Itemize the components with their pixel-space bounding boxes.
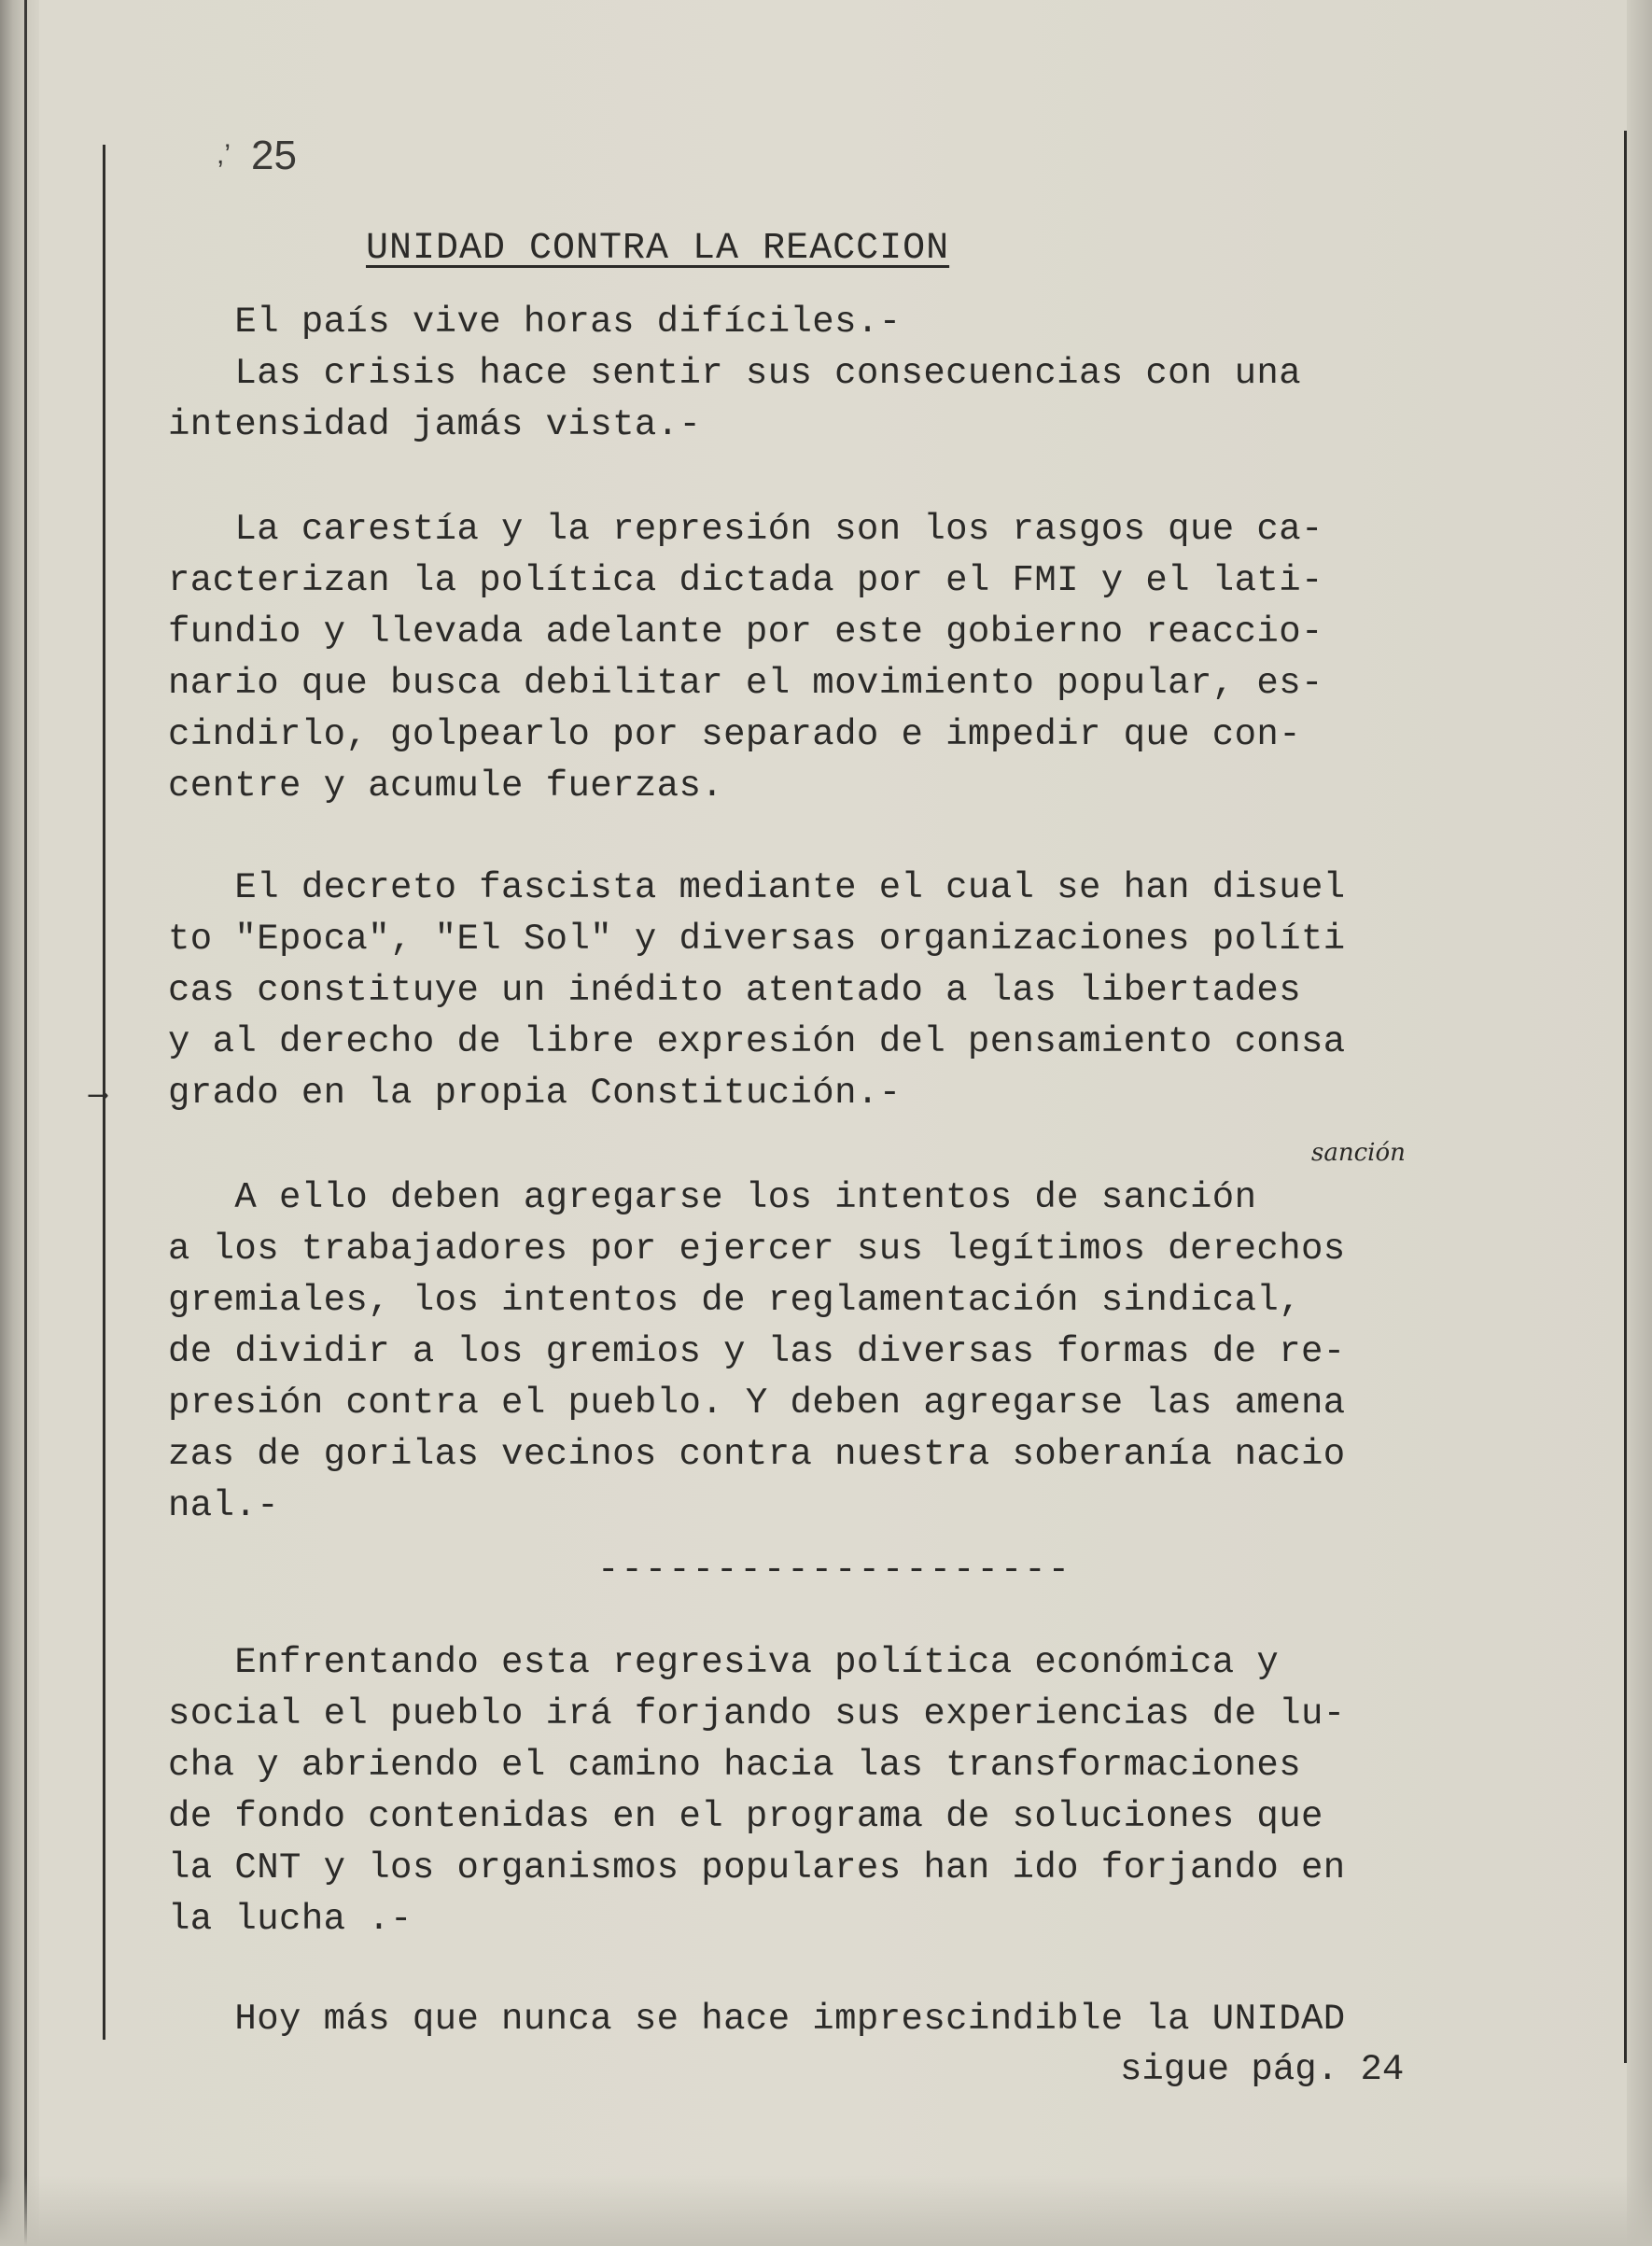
page-mark: ,’ xyxy=(217,139,231,170)
margin-mark-icon: ⟶ xyxy=(90,1081,107,1113)
paragraph-5: Enfrentando esta regresiva política económica y social el pueblo irá forjando sus experiencias de lu- cha y abriendo el camino hacia las transformaciones de fondo contenidas en el programa de soluciones que la CNT y los organismos populares han ido forjando en la lucha .- xyxy=(168,1642,1346,1940)
paragraph-4: A ello deben agregarse los intentos de sanción a los trabajadores por ejercer sus legítimos derechos gremiales, los intentos de reglamentación sindical, de dividir a los gremios y las diversas formas de re- presión contra el pueblo. Y deben agregarse las amena zas de gorilas vecinos contra nuestra soberanía nacio nal.- xyxy=(168,1177,1346,1526)
binding-line xyxy=(24,0,27,2246)
page-title: UNIDAD CONTRA LA REACCION xyxy=(366,228,950,270)
continuation-note: sigue pág. 24 xyxy=(1120,2049,1405,2090)
paragraph-2: La carestía y la represión son los rasgos que ca- racterizan la política dictada por el FMI y el lati- fundio y llevada adelante por este gobierno reaccio- nario que busca debilitar el movimiento popular, es- cindirlo, golpearlo por separado e impedir que con- centre y acumule fuerzas. xyxy=(168,509,1323,807)
right-margin xyxy=(1627,0,1652,2246)
section-separator: -------------------- xyxy=(597,1550,1072,1591)
paragraph-3: El decreto fascista mediante el cual se han disuel to "Epoca", "El Sol" y diversas organizaciones políti cas constituye un inédito atentado a las libertades y al derecho de libre expresión del pensamiento consa grado en la propia Constitución.- xyxy=(168,867,1346,1114)
page-number xyxy=(217,133,297,179)
handwritten-annotation: sanción xyxy=(1311,1139,1406,1167)
binding-edge xyxy=(0,0,39,2246)
paragraph-6: Hoy más que nunca se hace imprescindible la UNIDAD xyxy=(168,1999,1346,2040)
bottom-shade xyxy=(0,2175,1652,2246)
paragraph-1: El país vive horas difíciles.- Las crisis hace sentir sus consecuencias con una intensidad jamás vista.- xyxy=(168,302,1301,445)
page-number-value: 25 xyxy=(251,133,297,178)
